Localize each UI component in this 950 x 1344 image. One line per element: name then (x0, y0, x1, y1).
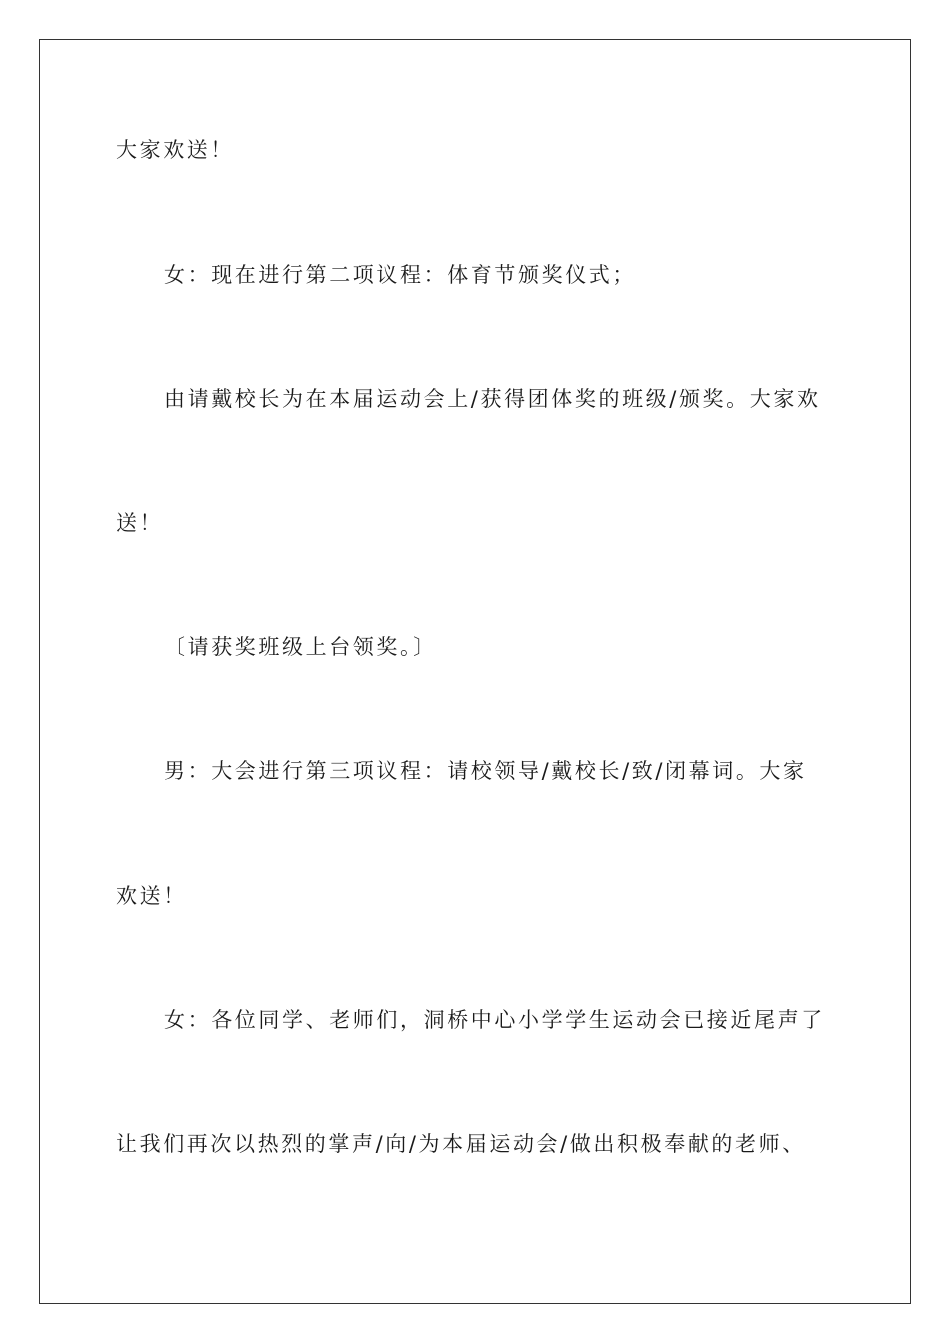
page-border (39, 39, 911, 1304)
text-line-4: 送！ (116, 511, 164, 535)
text-line-8: 女：各位同学、老师们，洞桥中心小学学生运动会已接近尾声了 (164, 1008, 825, 1032)
text-line-7: 欢送！ (116, 884, 187, 908)
text-line-1: 大家欢送！ (116, 138, 234, 162)
text-line-3: 由请戴校长为在本届运动会上/获得团体奖的班级/颁奖。大家欢 (164, 387, 821, 411)
text-line-2: 女：现在进行第二项议程：体育节颁奖仪式； (164, 263, 636, 287)
text-line-5: 〔请获奖班级上台领奖。〕 (164, 635, 437, 659)
text-line-6: 男：大会进行第三项议程：请校领导/戴校长/致/闭幕词。大家 (164, 759, 807, 783)
text-line-9: 让我们再次以热烈的掌声/向/为本届运动会/做出积极奉献的老师、 (116, 1132, 806, 1156)
